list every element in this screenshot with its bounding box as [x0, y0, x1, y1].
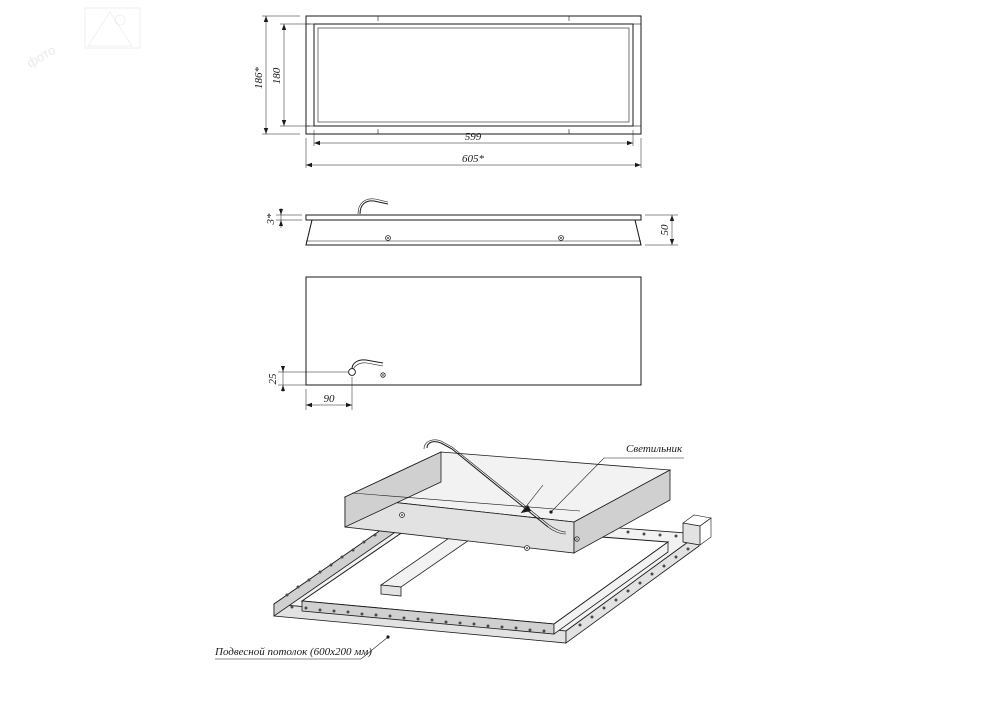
dimension-186-label: 186*: [253, 67, 265, 89]
callout-ceiling: [214, 635, 390, 659]
watermark-text: фото: [24, 42, 59, 71]
dimension-25-label: 25: [267, 373, 279, 385]
dimension-599-label: 599: [464, 131, 482, 143]
view-isometric: [214, 440, 711, 659]
watermark: [24, 8, 140, 71]
view-bottom: [267, 277, 641, 410]
dimension-90-label: 90: [323, 393, 335, 405]
dimension-180: [271, 24, 310, 126]
dimension-50: [645, 215, 678, 245]
view-side: [265, 199, 678, 245]
dimension-605-label: 605*: [462, 153, 484, 165]
view-top: [253, 16, 641, 168]
dimension-50-label: 50: [659, 224, 671, 236]
dimension-3-label: 3*: [265, 213, 277, 225]
callout-ceiling-label: Подвесной потолок (600x200 мм): [215, 646, 372, 658]
callout-luminaire-label: Светильник: [626, 443, 683, 455]
dimension-3: [265, 208, 302, 228]
dimension-180-label: 180: [271, 67, 283, 85]
